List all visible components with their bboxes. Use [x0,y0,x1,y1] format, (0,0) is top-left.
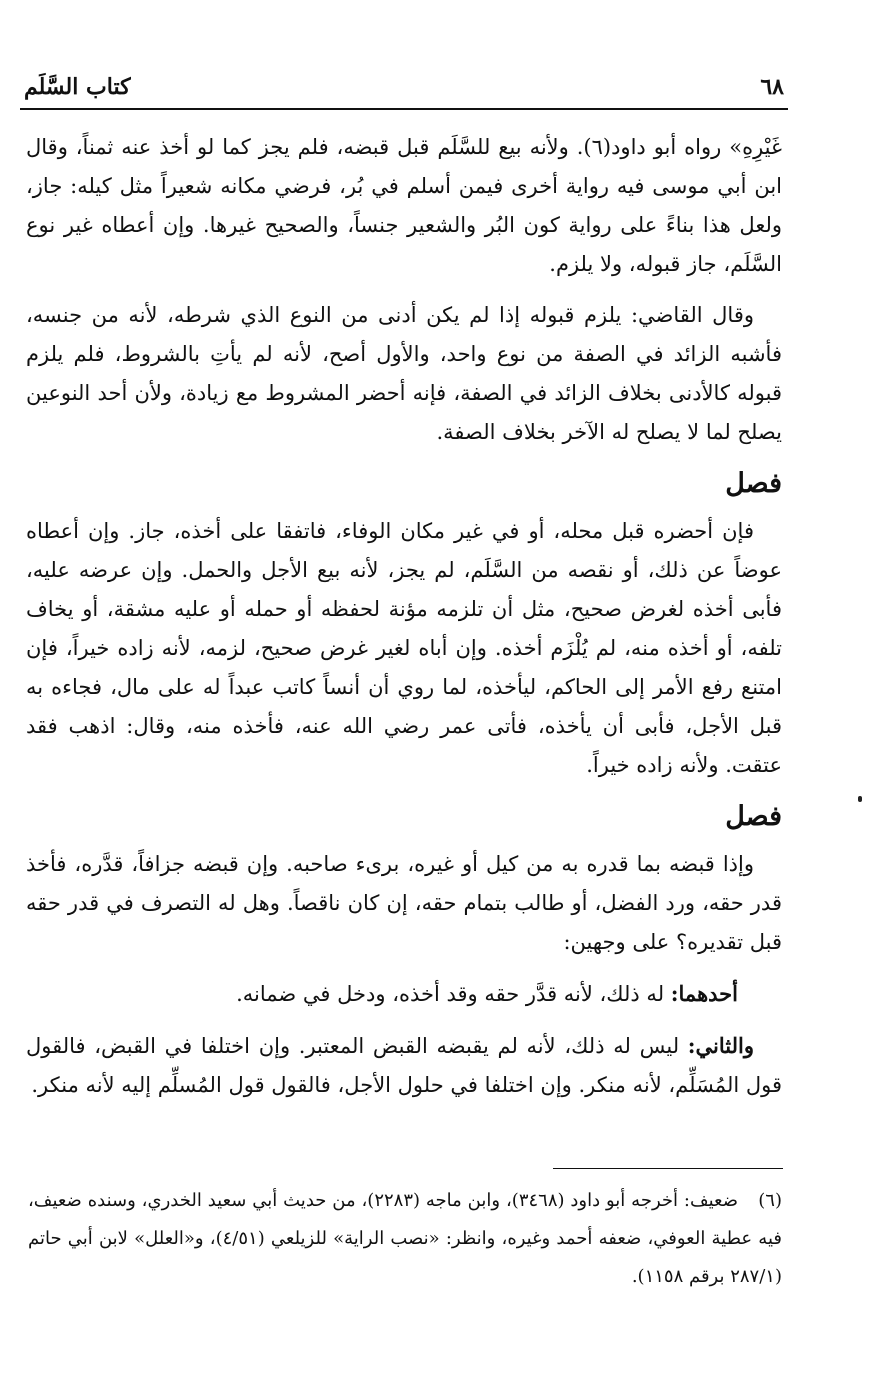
paragraph-6-lead: والثاني: [687,1033,754,1058]
paragraph-5-text: له ذلك، لأنه قدَّر حقه وقد أخذه، ودخل في ضمانه. [236,982,671,1006]
paragraph-2: وقال القاضي: يلزم قبوله إذا لم يكن أدنى من النوع الذي شرطه، لأنه من جنسه، فأشبه الزائد في الصفة من نوع واحد، والأول أصح، لأنه لم يأتِ بالشروط، فلم يلزم قبوله كالأدنى بخلاف الزائد في الصفة، فإنه أحضر المشروط مع زيادة، ولأن أحد النوعين يصلح لما لا يصلح له الآخر بخلاف الصفة. [26,303,782,444]
page-number: ٦٨ [760,74,784,100]
paragraph-6 [26,1026,782,1105]
footnote-text: ضعيف: أخرجه أبو داود (٣٤٦٨)، وابن ماجه (٢٢٨٣)، من حديث أبي سعيد الخدري، وسنده ضعيف، فيه عطية العوفي، ضعفه أحمد وغيره، وانظر: «نصب الراية» للزيلعي (٤/٥١)، و«العلل» لابن أبي حاتم (٢٨٧/١ برقم ١١٥٨). [28,1190,782,1287]
paragraph-3: فإن أحضره قبل محله، أو في غير مكان الوفاء، فاتفقا على أخذه، جاز. وإن أعطاه عوضاً عن ذلك، أو نقصه من السَّلَم، لم يجز، لأنه بيع الأجل والحمل. وإن عرضه عليه، فأبى أخذه لغرض صحيح، مثل أن تلزمه مؤنة لحفظه أو حمله أو عليه مشقة، أو يخاف تلفه، أو أخذه منه، لم يُلْزَم أخذه. وإن أباه لغير غرض صحيح، لزمه، لأنه زاده خيراً، فإن امتنع رفع الأمر إلى الحاكم، ليأخذه، لما روي أن أنساً كاتب عبداً له على مال، فجاءه به قبل الأجل، فأبى أن يأخذه، فأتى عمر رضي الله عنه، فأخذه منه، وقال: اذهب فقد عتقت. ولأنه زاده خيراً. [26,519,782,777]
footnote-marker: (٦) [758,1190,782,1211]
page-body [26,128,782,1117]
paragraph-1: غَيْرِهِ» رواه أبو داود(٦). ولأنه بيع للسَّلَم قبل قبضه، فلم يجز كما لو أخذ عنه ثمناً، وقال ابن أبي موسى فيه رواية أخرى فيمن أسلم في بُر، فرضي مكانه شعيراً مثل كيله: جاز، ولعل هذا بناءً على رواية كون البُر والشعير جنساً، والصحيح غيرها. وإن أعطاه غير نوع السَّلَم، جاز قبوله، ولا يلزم. [26,135,782,276]
paragraph-6-text: ليس له ذلك، لأنه لم يقبضه القبض المعتبر. وإن اختلفا في القبض، فالقول قول المُسَلِّم، لأنه منكر. وإن اختلفا في حلول الأجل، فالقول قول المُسلِّم إليه لأنه منكر. [26,1034,782,1097]
section-heading-2: فصل [725,801,782,832]
paragraph-5-lead: أحدهما: [670,981,738,1006]
section-heading-1: فصل [725,468,782,499]
paragraph-4: وإذا قبضه بما قدره به من كيل أو غيره، برىء صاحبه. وإن قبضه جزافاً، قدَّره، فأخذ قدر حقه، ورد الفضل، أو طالب بتمام حقه، إن كان ناقصاً. وهل له التصرف في قدر حقه قبل تقديره؟ على وجهين: [26,852,782,954]
page-header [20,68,788,110]
running-title: كتاب السَّلَم [24,74,131,100]
paragraph-5 [26,974,738,1014]
stray-mark [858,796,862,802]
footnote-divider [553,1168,783,1169]
footnote [28,1182,782,1296]
